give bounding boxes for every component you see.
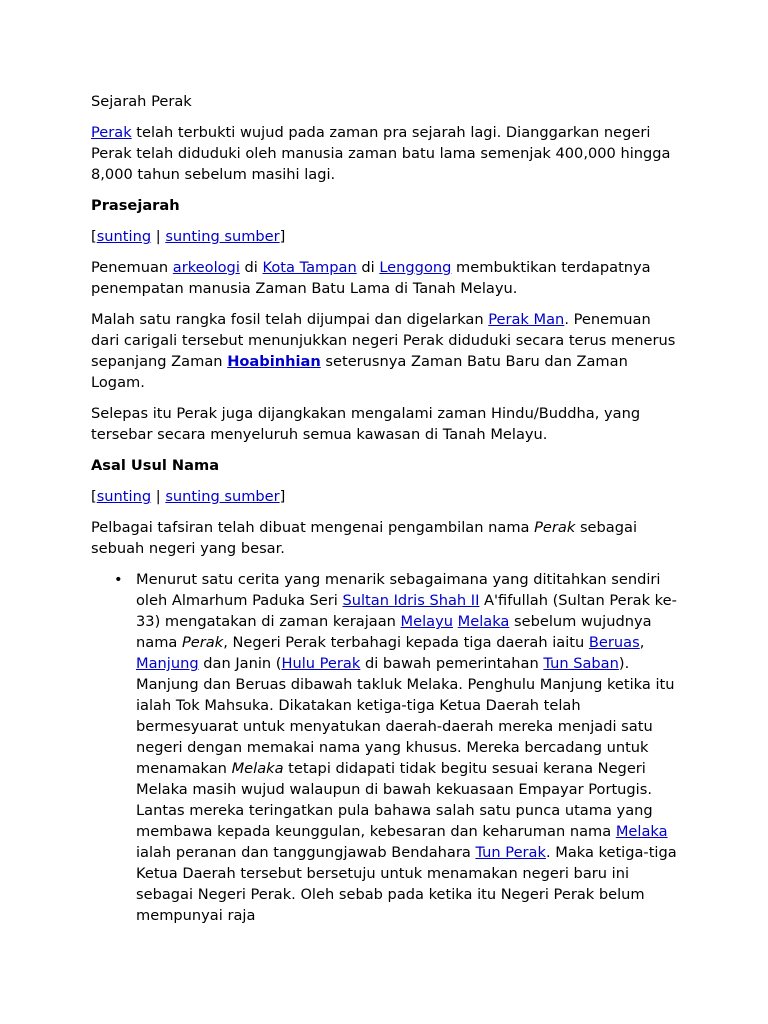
text: Malah satu rangka fosil telah dijumpai dan digelarkan (91, 311, 489, 328)
text: seterusnya Zaman Batu Baru dan Zaman Logam. (91, 353, 628, 391)
text: Penemuan (91, 259, 173, 276)
text: ). Manjung dan Beruas dibawah takluk Melaka. Penghulu Manjung ketika itu ialah Tok Mahsuka. Dikatakan ketiga-tiga Ketua Daerah telah bermesyuarat untuk menyatukan daerah-daerah mereka menjadi satu negeri dengan memakai nama yang khusus. Mereka bercadang untuk menamakan (136, 655, 675, 777)
article (91, 90, 681, 926)
edit-link[interactable]: sunting (96, 228, 152, 245)
heading-asal-usul-nama: Asal Usul Nama (91, 457, 220, 474)
text: di (239, 259, 263, 276)
paragraph (91, 257, 681, 299)
link-kota-tampan[interactable]: Kota Tampan (262, 259, 357, 276)
bullet-icon: • (114, 571, 123, 588)
text: Menurut satu cerita yang menarik sebagaimana yang dititahkan sendiri oleh Almarhum Paduka Seri (136, 571, 661, 609)
text: dan Janin ( (198, 655, 282, 672)
page-title: Sejarah Perak (91, 93, 192, 110)
edit-source-link[interactable]: sunting sumber (165, 488, 280, 505)
edit-link[interactable]: sunting (96, 488, 152, 505)
link-melayu[interactable]: Melayu (400, 613, 454, 630)
edit-links (91, 486, 681, 507)
list-item (114, 569, 681, 926)
link-sultan-idris-shah-ii[interactable]: Sultan Idris Shah II (342, 592, 480, 609)
link-hoabinhian[interactable]: Hoabinhian (227, 353, 321, 370)
link-hulu-perak[interactable]: Hulu Perak (281, 655, 361, 672)
italic-text: Melaka (231, 760, 284, 777)
text: di bawah pemerintahan (360, 655, 544, 672)
link-arkeologi[interactable]: arkeologi (172, 259, 240, 276)
bracket-close: ] (279, 228, 286, 245)
text: ialah peranan dan tanggungjawab Bendahara (136, 844, 476, 861)
edit-source-link[interactable]: sunting sumber (165, 228, 280, 245)
intro-text: telah terbukti wujud pada zaman pra sejarah lagi. Dianggarkan negeri Perak telah diduduki oleh manusia zaman batu lama semenjak 400,000 hingga 8,000 tahun sebelum masihi lagi. (91, 124, 671, 183)
paragraph (91, 309, 681, 393)
paragraph (91, 517, 681, 559)
text: , (639, 634, 645, 651)
bullet-list (91, 569, 681, 926)
link-tun-saban[interactable]: Tun Saban (543, 655, 619, 672)
bracket-close: ] (279, 488, 286, 505)
heading-prasejarah: Prasejarah (91, 197, 180, 214)
text: Pelbagai tafsiran telah dibuat mengenai pengambilan nama (91, 519, 535, 536)
link-lenggong[interactable]: Lenggong (379, 259, 452, 276)
link-perak[interactable]: Perak (91, 124, 132, 141)
text: sebagai sebuah negeri yang besar. (91, 519, 638, 557)
intro-paragraph (91, 122, 681, 185)
link-manjung[interactable]: Manjung (136, 655, 199, 672)
text: di (356, 259, 380, 276)
text: sebelum wujudnya nama (136, 613, 652, 651)
italic-text: Perak (182, 634, 224, 651)
link-melaka[interactable]: Melaka (457, 613, 510, 630)
link-tun-perak[interactable]: Tun Perak (475, 844, 546, 861)
paragraph: Selepas itu Perak juga dijangkakan mengalami zaman Hindu/Buddha, yang tersebar secara menyeluruh semua kawasan di Tanah Melayu. (91, 405, 641, 443)
text: , Negeri Perak terbahagi kepada tiga daerah iaitu (223, 634, 589, 651)
separator: | (151, 488, 166, 505)
bracket-open: [ (91, 488, 97, 505)
italic-text: Perak (534, 519, 576, 536)
link-perak-man[interactable]: Perak Man (488, 311, 565, 328)
link-melaka-2[interactable]: Melaka (615, 823, 668, 840)
text: tetapi didapati tidak begitu sesuai kerana Negeri Melaka masih wujud walaupun di bawah kekuasaan Empayar Portugis. Lantas mereka teringatkan pula bahawa salah satu punca utama yang membawa kepada keunggulan, kebesaran dan keharuman nama (136, 760, 653, 840)
edit-links (91, 226, 681, 247)
text: A'fifullah (Sultan Perak ke-33) mengatakan di zaman kerajaan (136, 592, 677, 630)
link-beruas[interactable]: Beruas (588, 634, 640, 651)
separator: | (151, 228, 166, 245)
bracket-open: [ (91, 228, 97, 245)
text: membuktikan terdapatnya penempatan manusia Zaman Batu Lama di Tanah Melayu. (91, 259, 651, 297)
text: . Maka ketiga-tiga Ketua Daerah tersebut bersetuju untuk menamakan negeri baru ini sebagai Negeri Perak. Oleh sebab pada ketika itu Negeri Perak belum mempunyai raja (136, 844, 677, 924)
text: . Penemuan dari carigali tersebut menunjukkan negeri Perak diduduki secara terus menerus sepanjang Zaman (91, 311, 676, 370)
